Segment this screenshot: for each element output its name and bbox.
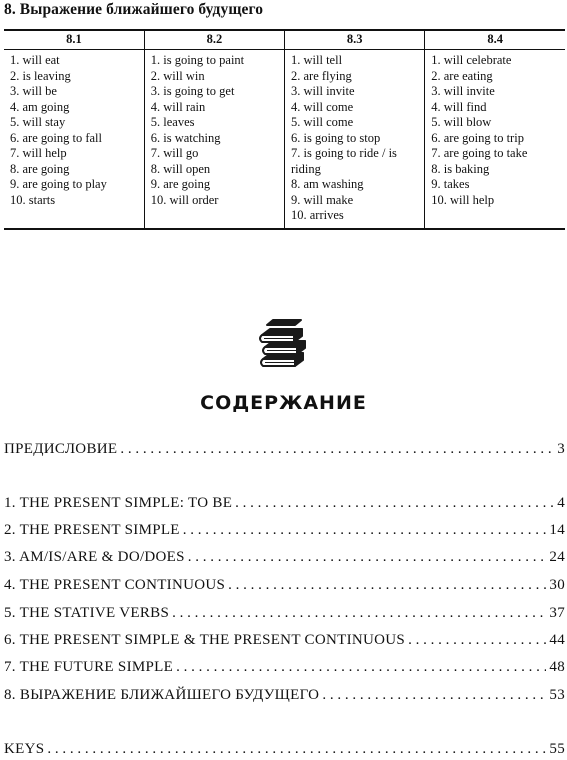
toc-entry-label: 3. AM/IS/ARE & DO/DOES <box>4 549 185 565</box>
toc-entry-label: 7. THE FUTURE SIMPLE <box>4 659 174 675</box>
answer-item: 5. leaves <box>150 115 195 129</box>
contents-heading: СОДЕРЖАНИЕ <box>200 392 367 414</box>
dot-leader <box>408 632 546 649</box>
toc-entry-page: 37 <box>549 605 565 621</box>
toc-entry-label: 4. THE PRESENT CONTINUOUS <box>4 577 226 593</box>
answer-item: 2. is leaving <box>10 68 71 83</box>
answer-item: 10. will order <box>150 192 219 207</box>
answer-item: 5. will stay <box>10 115 66 129</box>
answer-item: 3. will invite <box>291 84 355 98</box>
toc-entry-page: 3 <box>557 441 565 457</box>
toc-entry-label: ПРЕДИСЛОВИЕ <box>4 441 118 457</box>
answer-item: 7. is going to ride / is riding <box>291 146 397 176</box>
answer-column <box>4 50 144 228</box>
column-header: 8.3 <box>285 31 425 50</box>
answer-column <box>285 50 425 228</box>
answer-item: 6. are going to fall <box>10 130 102 145</box>
column-header: 8.1 <box>4 31 144 50</box>
answer-item: 4. will rain <box>150 99 206 114</box>
answer-item: 6. is watching <box>150 130 221 145</box>
answer-item: 10. arrives <box>291 208 344 222</box>
answer-item: 1. will celebrate <box>431 53 512 67</box>
toc-entry-page: 14 <box>549 522 565 538</box>
toc-entry-page: 53 <box>549 687 565 703</box>
answer-item: 8. is baking <box>431 161 490 176</box>
answer-item: 4. will find <box>431 99 487 114</box>
toc-entry[interactable] <box>4 549 565 566</box>
dot-leader <box>172 605 546 622</box>
answer-item: 4. am going <box>10 99 70 114</box>
answer-column <box>144 50 284 228</box>
toc-entry-label: 2. THE PRESENT SIMPLE <box>4 522 180 538</box>
answer-key-table <box>4 31 565 228</box>
dot-leader <box>120 441 554 458</box>
answer-item: 8. are going <box>10 161 70 176</box>
toc-entry[interactable] <box>4 687 565 704</box>
answer-item: 9. are going to play <box>10 177 107 191</box>
toc-entry-page: 55 <box>549 741 565 757</box>
answer-item: 3. will be <box>10 84 57 98</box>
toc-entry[interactable] <box>4 441 565 458</box>
answer-item: 2. will win <box>150 68 205 83</box>
answer-item: 8. am washing <box>291 177 364 191</box>
answer-item: 8. will open <box>150 161 211 176</box>
toc-entry-page: 48 <box>549 659 565 675</box>
answer-column <box>425 50 565 228</box>
toc-entry-label: 8. ВЫРАЖЕНИЕ БЛИЖАЙШЕГО БУДУЩЕГО <box>4 687 320 703</box>
answer-item: 7. are going to take <box>431 146 528 160</box>
toc-entry[interactable] <box>4 741 565 758</box>
answer-item: 9. are going <box>150 177 211 191</box>
toc-entry[interactable] <box>4 659 565 676</box>
toc-entry[interactable] <box>4 605 565 622</box>
dot-leader <box>322 687 546 704</box>
answer-item: 2. are flying <box>291 68 352 83</box>
answer-item: 1. will eat <box>10 53 60 67</box>
table-row <box>4 50 565 228</box>
answer-item: 3. is going to get <box>150 84 235 98</box>
dot-leader <box>188 549 547 566</box>
toc-entry-page: 44 <box>549 632 565 648</box>
answer-item: 1. will tell <box>291 53 343 67</box>
answer-item: 7. will go <box>150 146 199 160</box>
answer-item: 3. will invite <box>431 84 495 98</box>
section-title: 8. Выражение ближайшего будущего <box>4 1 264 18</box>
toc-entry[interactable] <box>4 577 565 594</box>
answer-item: 10. starts <box>10 192 56 207</box>
toc-entry-page: 4 <box>557 495 565 511</box>
toc-entry-page: 30 <box>549 577 565 593</box>
answer-item: 5. will come <box>291 115 354 129</box>
answer-item: 5. will blow <box>431 115 492 129</box>
answer-item: 9. will make <box>291 192 354 207</box>
answer-item: 9. takes <box>431 177 470 191</box>
answer-item: 4. will come <box>291 99 354 114</box>
answer-item: 10. will help <box>431 192 495 207</box>
column-header: 8.2 <box>144 31 284 50</box>
answer-item: 1. is going to paint <box>150 53 245 67</box>
toc-entry-label: 6. THE PRESENT SIMPLE & THE PRESENT CONTINUOUS <box>4 632 406 648</box>
toc-entry-label: KEYS <box>4 741 45 757</box>
dot-leader <box>183 522 547 539</box>
dot-leader <box>176 659 546 676</box>
books-stack-icon <box>257 319 309 369</box>
answer-item: 2. are eating <box>431 68 493 83</box>
toc-entry[interactable] <box>4 495 565 512</box>
toc-entry-label: 1. THE PRESENT SIMPLE: TO BE <box>4 495 233 511</box>
toc-entry-label: 5. THE STATIVE VERBS <box>4 605 170 621</box>
table-header-row <box>4 31 565 50</box>
dot-leader <box>47 741 546 758</box>
answer-item: 7. will help <box>10 146 67 160</box>
toc-entry[interactable] <box>4 632 565 649</box>
column-header: 8.4 <box>425 31 565 50</box>
dot-leader <box>228 577 546 594</box>
table-bottom-rule <box>4 228 565 230</box>
answer-item: 6. are going to trip <box>431 130 524 145</box>
toc-entry[interactable] <box>4 522 565 539</box>
answer-item: 6. is going to stop <box>291 130 381 145</box>
toc-entry-page: 24 <box>549 549 565 565</box>
dot-leader <box>235 495 554 512</box>
